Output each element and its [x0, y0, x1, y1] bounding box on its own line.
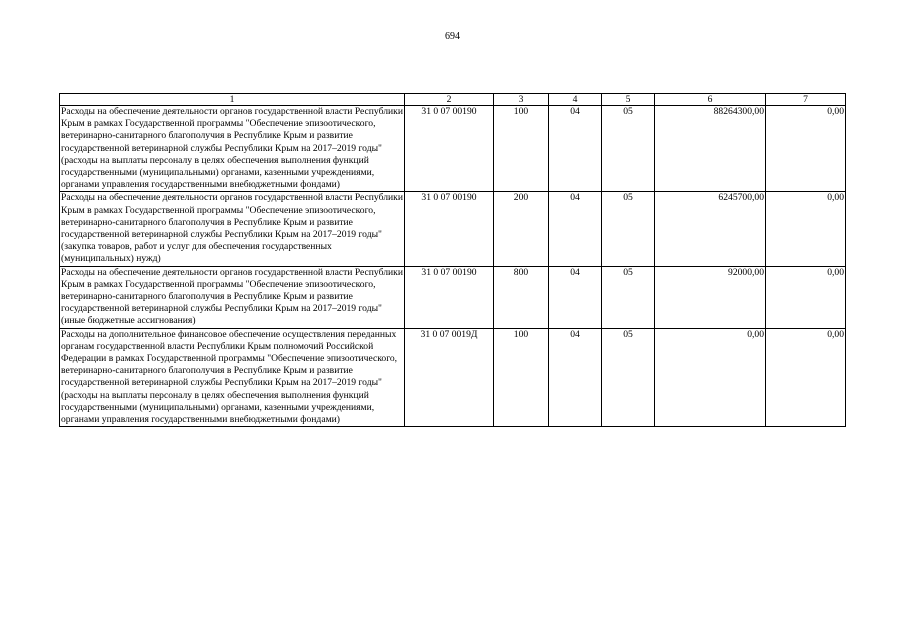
table-header-row: [60, 94, 846, 106]
table-row: [60, 266, 846, 328]
row-subsection: 05: [602, 266, 655, 328]
row-code: 31 0 07 00190: [405, 266, 494, 328]
column-header: 6: [655, 94, 766, 106]
row-code: 31 0 07 00190: [405, 192, 494, 266]
budget-table: [59, 93, 846, 427]
row-description: Расходы на обеспечение деятельности органов государственной власти Республики Крым в рамках Государственной программы "Обеспечение эпизоотического, ветеринарно-санитарного благополучия в Республике Крым и развитие государственной ветеринарной службы Республики Крым на 2017–2019 годы" (иные бюджетные ассигнования): [61, 266, 403, 327]
row-section: 04: [549, 106, 602, 192]
table-row: [60, 192, 846, 266]
row-section: 04: [549, 328, 602, 427]
column-header: 3: [494, 94, 549, 106]
row-description: Расходы на обеспечение деятельности органов государственной власти Республики Крым в рамках Государственной программы "Обеспечение эпизоотического, ветеринарно-санитарного благополучия в Республике Крым и развитие государственной ветеринарной службы Республики Крым на 2017–2019 годы" (закупка товаров, работ и услуг для обеспечения государственных (муниципальных) нужд): [61, 192, 403, 265]
row-code: 31 0 07 0019Д: [405, 328, 494, 427]
row-expense-type: 100: [494, 328, 549, 427]
row-section: 04: [549, 266, 602, 328]
row-expense-type: 100: [494, 106, 549, 192]
column-header: 1: [60, 94, 405, 106]
row-amount-federal: 0,00: [766, 106, 846, 192]
row-description: Расходы на дополнительное финансовое обеспечение осуществления переданных органам государственной власти Республики Крым полномочий Российской Федерации в рамках Государственной программы "Обеспечение эпизоотического, ветеринарно-санитарного благополучия в Республике Крым и развитие государственной ветеринарной службы Республики Крым на 2017–2019 годы" (расходы на выплаты персоналу в целях обеспечения выполнения функций государственными (муниципальными) органами, казенными учреждениями, органами управления государственными внебюджетными фондами): [60, 328, 405, 427]
row-amount-federal: 0,00: [766, 266, 846, 328]
row-subsection: 05: [602, 192, 655, 266]
row-amount-federal: 0,00: [766, 192, 846, 266]
column-header: 5: [602, 94, 655, 106]
row-subsection: 05: [602, 328, 655, 427]
row-amount: 88264300,00: [655, 106, 766, 192]
column-header: 7: [766, 94, 846, 106]
row-amount: 6245700,00: [655, 192, 766, 266]
row-section: 04: [549, 192, 602, 266]
table-row: [60, 328, 846, 427]
page-number: 694: [445, 31, 460, 42]
row-expense-type: 200: [494, 192, 549, 266]
column-header: 4: [549, 94, 602, 106]
row-amount: 0,00: [655, 328, 766, 427]
row-description: Расходы на обеспечение деятельности органов государственной власти Республики Крым в рамках Государственной программы "Обеспечение эпизоотического, ветеринарно-санитарного благополучия в Республике Крым и развитие государственной ветеринарной службы Республики Крым на 2017–2019 годы" (расходы на выплаты персоналу в целях обеспечения выполнения функций государственными (муниципальными) органами, казенными учреждениями, органами управления государственными внебюджетными фондами): [61, 106, 403, 191]
row-expense-type: 800: [494, 266, 549, 328]
row-amount: 92000,00: [655, 266, 766, 328]
row-subsection: 05: [602, 106, 655, 192]
table-row: [60, 106, 846, 192]
row-code: 31 0 07 00190: [405, 106, 494, 192]
column-header: 2: [405, 94, 494, 106]
row-amount-federal: 0,00: [766, 328, 846, 427]
